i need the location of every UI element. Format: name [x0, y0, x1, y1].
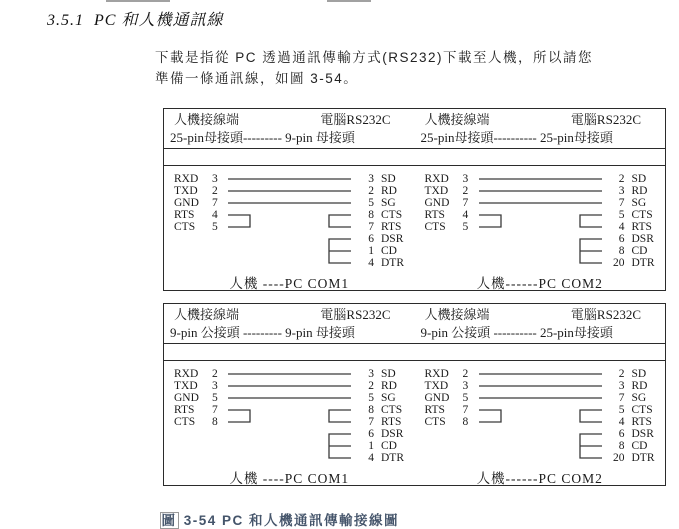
- signal-name: RD: [631, 380, 648, 392]
- pin-number: 6: [618, 233, 625, 245]
- pin-row: [356, 380, 404, 392]
- signal-name: RTS: [381, 221, 402, 233]
- pin-number: 7: [462, 197, 469, 209]
- pin-row: [425, 185, 477, 197]
- pin-number: 4: [368, 257, 374, 269]
- pin-number: 2: [212, 368, 218, 380]
- pin-row: [174, 173, 226, 185]
- pin-row: [607, 221, 655, 233]
- pin-number: 6: [368, 428, 374, 440]
- pin-row: [607, 380, 655, 392]
- pin-number: 5: [212, 392, 218, 404]
- paragraph-line: 下載是指從 PC 透過通訊傳輸方式(RS232)下載至人機，所以請您: [155, 50, 594, 65]
- pc-rs232c-label: 電腦RS232C: [570, 112, 641, 127]
- signal-name: DTR: [631, 452, 655, 464]
- signal-name: DSR: [381, 233, 404, 245]
- pin-number: 4: [368, 452, 374, 464]
- pin-number: 3: [462, 173, 469, 185]
- pin-number: 8: [618, 245, 625, 257]
- pin-number: 7: [368, 416, 374, 428]
- signal-name: RD: [631, 185, 648, 197]
- signal-name: CD: [381, 440, 397, 452]
- pin-row: [607, 452, 655, 464]
- pin-row: [356, 428, 404, 440]
- pin-connector-types: 25-pin母接頭--------- 9-pin 母接頭: [170, 130, 355, 145]
- signal-name: SG: [381, 392, 396, 404]
- pin-row: [356, 221, 404, 233]
- pin-number: 5: [368, 392, 374, 404]
- pin-number: 2: [368, 380, 374, 392]
- pin-row: [425, 173, 477, 185]
- diagram-caption: 人機 ----PC COM1: [229, 471, 350, 486]
- pc-rs232c-label: 電腦RS232C: [320, 307, 391, 322]
- pin-connector-types: 9-pin 公接頭 --------- 9-pin 母接頭: [170, 325, 355, 340]
- pin-row: [607, 233, 655, 245]
- hmi-pin-column: [425, 173, 477, 233]
- pin-row: [607, 368, 655, 380]
- signal-name: DSR: [631, 428, 654, 440]
- signal-name: GND: [174, 197, 199, 209]
- figure-label-mark: 圖: [161, 513, 177, 528]
- pin-row: [174, 185, 226, 197]
- hmi-pin-column: [425, 368, 477, 428]
- pin-number: 3: [212, 380, 218, 392]
- signal-name: RD: [381, 380, 397, 392]
- scan-artifact: [327, 0, 371, 2]
- pin-row: [607, 173, 655, 185]
- pin-row: [607, 197, 655, 209]
- pin-number: 5: [462, 392, 469, 404]
- pin-row: [425, 368, 477, 380]
- figure-caption-text: 3-54 PC 和人機通訊傳輸接線圖: [178, 513, 400, 528]
- pin-row: [607, 392, 655, 404]
- pin-number: 20: [613, 452, 625, 464]
- signal-name: RTS: [631, 221, 652, 233]
- pin-number: 8: [462, 416, 469, 428]
- signal-name: RXD: [174, 173, 199, 185]
- connector-header-row: [164, 109, 665, 149]
- pin-number: 5: [618, 209, 625, 221]
- scan-artifact: [106, 0, 170, 2]
- header-com2: [415, 109, 666, 148]
- pin-row: [356, 245, 404, 257]
- signal-name: DTR: [381, 452, 404, 464]
- signal-name: RTS: [424, 209, 445, 221]
- wiring-diagram-box-1: [163, 108, 666, 291]
- pin-number: 3: [618, 185, 625, 197]
- signal-name: DSR: [631, 233, 654, 245]
- pin-row: [607, 185, 655, 197]
- pin-row: [607, 440, 655, 452]
- pin-row: [425, 404, 477, 416]
- pc-pin-column: [356, 368, 404, 464]
- signal-name: RTS: [424, 404, 445, 416]
- pin-row: [174, 368, 226, 380]
- pin-connector-types: 25-pin母接頭---------- 25-pin母接頭: [420, 130, 613, 145]
- pin-row: [607, 245, 655, 257]
- pin-row: [356, 233, 404, 245]
- diagram-caption: 人機------PC COM2: [476, 471, 603, 486]
- pin-number: 4: [212, 209, 218, 221]
- signal-name: DTR: [631, 257, 655, 269]
- signal-name: CTS: [631, 209, 653, 221]
- pc-rs232c-label: 電腦RS232C: [320, 112, 391, 127]
- pin-number: 8: [618, 440, 625, 452]
- signal-name: CTS: [631, 404, 653, 416]
- section-heading: 3.5.1 PC 和人機通訊線: [47, 12, 224, 29]
- hmi-pin-column: [174, 173, 226, 233]
- signal-name: RXD: [424, 368, 449, 380]
- pin-row: [425, 197, 477, 209]
- header-com1: [164, 304, 415, 343]
- wiring-lines: [228, 368, 356, 464]
- pin-row: [607, 404, 655, 416]
- pin-number: 2: [212, 185, 218, 197]
- pin-number: 3: [368, 173, 374, 185]
- signal-name: RD: [381, 185, 397, 197]
- pin-row: [356, 392, 404, 404]
- signal-name: CD: [381, 245, 397, 257]
- pin-row: [174, 380, 226, 392]
- pc-pin-column: [356, 173, 404, 269]
- pin-number: 2: [618, 173, 625, 185]
- pin-row: [174, 404, 226, 416]
- pin-number: 7: [462, 404, 469, 416]
- signal-name: GND: [424, 197, 450, 209]
- pin-number: 8: [368, 209, 374, 221]
- pinout-diagram-com2: [415, 173, 666, 291]
- pin-row: [356, 257, 404, 269]
- signal-name: TXD: [174, 185, 198, 197]
- signal-name: RXD: [424, 173, 449, 185]
- pin-number: 3: [368, 368, 374, 380]
- pin-row: [174, 416, 226, 428]
- signal-name: SD: [381, 368, 396, 380]
- hmi-end-label: 人機接線端: [174, 307, 240, 322]
- pin-row: [356, 440, 404, 452]
- body-paragraph: [155, 47, 655, 89]
- signal-name: DSR: [381, 428, 404, 440]
- pin-number: 1: [368, 245, 374, 257]
- pin-number: 3: [212, 173, 218, 185]
- pin-number: 8: [368, 404, 374, 416]
- signal-name: GND: [424, 392, 450, 404]
- pinout-diagram-com1: [164, 368, 415, 486]
- hmi-end-label: 人機接線端: [424, 112, 490, 127]
- pin-connector-types: 9-pin 公接頭 ---------- 25-pin母接頭: [420, 325, 613, 340]
- pin-number: 6: [618, 428, 625, 440]
- signal-name: CTS: [424, 416, 446, 428]
- pin-number: 2: [462, 185, 469, 197]
- pin-row: [174, 221, 226, 233]
- signal-name: SG: [631, 392, 647, 404]
- pin-row: [356, 404, 404, 416]
- signal-name: CTS: [424, 221, 446, 233]
- pin-number: 3: [462, 380, 469, 392]
- signal-name: DTR: [381, 257, 404, 269]
- signal-name: GND: [174, 392, 199, 404]
- pc-rs232c-label: 電腦RS232C: [570, 307, 641, 322]
- pin-row: [174, 197, 226, 209]
- signal-name: RTS: [631, 416, 652, 428]
- pin-number: 8: [212, 416, 218, 428]
- pin-row: [356, 197, 404, 209]
- signal-name: RTS: [381, 416, 402, 428]
- signal-name: TXD: [424, 380, 449, 392]
- pin-row: [356, 185, 404, 197]
- signal-name: RXD: [174, 368, 199, 380]
- wiring-lines: [479, 173, 607, 269]
- signal-name: SG: [381, 197, 396, 209]
- signal-name: SD: [631, 368, 647, 380]
- signal-name: TXD: [174, 380, 198, 392]
- diagram-caption: 人機------PC COM2: [476, 276, 603, 291]
- pin-number: 5: [618, 404, 625, 416]
- pinout-diagram-com2: [415, 368, 666, 486]
- pin-number: 7: [368, 221, 374, 233]
- signal-name: SD: [631, 173, 647, 185]
- header-divider-band: [164, 149, 665, 166]
- signal-name: CTS: [174, 416, 196, 428]
- header-com2: [415, 304, 666, 343]
- signal-name: RTS: [174, 209, 195, 221]
- paragraph-line: 準備一條通訊線，如圖 3-54。: [155, 71, 359, 86]
- signal-name: CTS: [174, 221, 196, 233]
- pc-pin-column: [607, 173, 655, 269]
- wiring-lines: [228, 173, 356, 269]
- pin-number: 2: [462, 368, 469, 380]
- wiring-lines: [479, 368, 607, 464]
- hmi-end-label: 人機接線端: [424, 307, 490, 322]
- pin-number: 7: [212, 197, 218, 209]
- pin-number: 4: [462, 209, 469, 221]
- pin-row: [174, 392, 226, 404]
- signal-name: TXD: [424, 185, 449, 197]
- pin-number: 20: [613, 257, 625, 269]
- pin-number: 5: [368, 197, 374, 209]
- connector-header-row: [164, 304, 665, 344]
- signal-name: SD: [381, 173, 396, 185]
- pc-pin-column: [607, 368, 655, 464]
- diagram-caption: 人機 ----PC COM1: [229, 276, 350, 291]
- pin-row: [425, 221, 477, 233]
- pin-row: [174, 209, 226, 221]
- pin-number: 7: [212, 404, 218, 416]
- pin-number: 4: [618, 221, 625, 233]
- header-com1: [164, 109, 415, 148]
- pin-number: 7: [618, 392, 625, 404]
- pin-number: 5: [462, 221, 469, 233]
- pin-row: [356, 452, 404, 464]
- pin-row: [607, 416, 655, 428]
- pin-row: [425, 392, 477, 404]
- hmi-end-label: 人機接線端: [174, 112, 240, 127]
- pin-number: 2: [368, 185, 374, 197]
- wiring-diagram-box-2: [163, 303, 666, 486]
- signal-name: RTS: [174, 404, 195, 416]
- signal-name: CD: [631, 440, 648, 452]
- pin-row: [607, 209, 655, 221]
- pin-row: [425, 380, 477, 392]
- pin-row: [356, 368, 404, 380]
- pin-number: 5: [212, 221, 218, 233]
- pin-row: [356, 209, 404, 221]
- signal-name: SG: [631, 197, 647, 209]
- pinout-diagram-com1: [164, 173, 415, 291]
- pin-row: [607, 257, 655, 269]
- pin-number: 7: [618, 197, 625, 209]
- pin-number: 6: [368, 233, 374, 245]
- signal-name: CD: [631, 245, 648, 257]
- header-divider-band: [164, 344, 665, 361]
- pin-number: 3: [618, 380, 625, 392]
- pin-number: 4: [618, 416, 625, 428]
- pin-row: [356, 173, 404, 185]
- pin-number: 1: [368, 440, 374, 452]
- pin-number: 2: [618, 368, 625, 380]
- pin-row: [425, 209, 477, 221]
- pin-row: [425, 416, 477, 428]
- pin-row: [356, 416, 404, 428]
- signal-name: CTS: [381, 404, 403, 416]
- pin-row: [607, 428, 655, 440]
- signal-name: CTS: [381, 209, 403, 221]
- hmi-pin-column: [174, 368, 226, 428]
